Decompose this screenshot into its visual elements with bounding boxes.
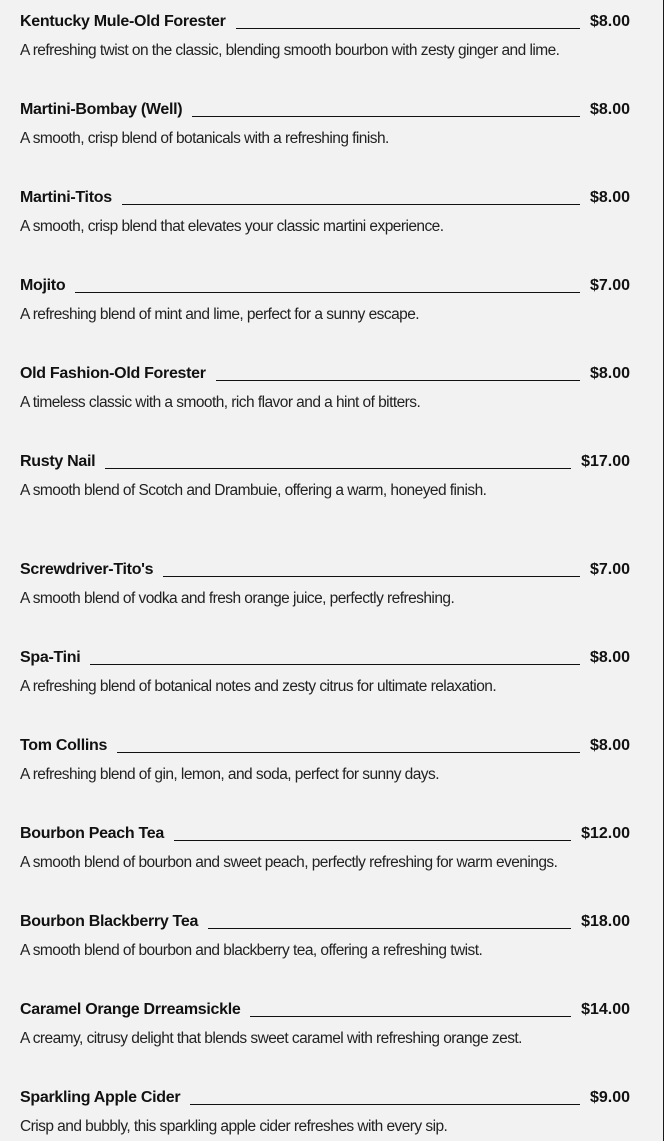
dotted-leader [250, 1016, 571, 1017]
item-price: $17.00 [581, 453, 630, 470]
item-price: $14.00 [581, 1001, 630, 1018]
menu-item-header [20, 360, 630, 384]
item-price: $8.00 [589, 365, 630, 382]
item-description: A timeless classic with a smooth, rich flavor and a hint of bitters. [20, 394, 421, 411]
dotted-leader [122, 204, 580, 205]
menu-item-header [20, 1084, 630, 1108]
item-description: A refreshing blend of mint and lime, perfect for a sunny escape. [20, 306, 420, 323]
item-price: $12.00 [581, 825, 630, 842]
item-name: Bourbon Blackberry Tea [20, 913, 199, 930]
menu-item-header [20, 272, 630, 296]
menu-item-header [20, 996, 630, 1020]
item-description: A smooth blend of vodka and fresh orange juice, perfectly refreshing. [20, 590, 455, 607]
item-description: A smooth blend of Scotch and Drambuie, offering a warm, honeyed finish. [20, 482, 487, 499]
item-name: Martini-Titos [20, 189, 112, 206]
item-description: A refreshing blend of gin, lemon, and soda, perfect for sunny days. [20, 766, 439, 783]
item-name: Old Fashion-Old Forester [20, 365, 206, 382]
item-name: Tom Collins [20, 737, 108, 754]
item-name: Sparkling Apple Cider [20, 1089, 181, 1106]
dotted-leader [163, 576, 580, 577]
item-name: Kentucky Mule-Old Forester [20, 13, 226, 30]
menu-item-header [20, 556, 630, 580]
menu-item-header [20, 644, 630, 668]
menu-item-header [20, 820, 630, 844]
item-name: Bourbon Peach Tea [20, 825, 164, 842]
item-description: A smooth blend of bourbon and sweet peach, perfectly refreshing for warm evenings. [20, 854, 558, 871]
dotted-leader [75, 292, 580, 293]
item-description: A creamy, citrusy delight that blends sweet caramel with refreshing orange zest. [20, 1030, 522, 1047]
item-description: A refreshing blend of botanical notes and zesty citrus for ultimate relaxation. [20, 678, 497, 695]
menu-item-header [20, 908, 630, 932]
dotted-leader [117, 752, 580, 753]
menu-item-header [20, 96, 630, 120]
item-name: Spa-Tini [20, 649, 81, 666]
item-price: $8.00 [589, 737, 630, 754]
item-description: A smooth blend of bourbon and blackberry tea, offering a refreshing twist. [20, 942, 483, 959]
item-description: A smooth, crisp blend that elevates your classic martini experience. [20, 218, 444, 235]
item-name: Mojito [20, 277, 66, 294]
dotted-leader [192, 116, 580, 117]
menu-item-header [20, 8, 630, 32]
item-name: Rusty Nail [20, 453, 96, 470]
item-description: Crisp and bubbly, this sparkling apple cider refreshes with every sip. [20, 1118, 448, 1135]
dotted-leader [90, 664, 580, 665]
dotted-leader [216, 380, 580, 381]
item-price: $8.00 [589, 189, 630, 206]
item-price: $7.00 [589, 561, 630, 578]
dotted-leader [208, 928, 571, 929]
item-price: $18.00 [581, 913, 630, 930]
item-name: Martini-Bombay (Well) [20, 101, 183, 118]
menu-item-header [20, 732, 630, 756]
item-name: Screwdriver-Tito's [20, 561, 154, 578]
item-price: $8.00 [589, 101, 630, 118]
dotted-leader [190, 1104, 580, 1105]
dotted-leader [105, 468, 571, 469]
dotted-leader [236, 28, 580, 29]
item-price: $8.00 [589, 649, 630, 666]
menu-item-header [20, 184, 630, 208]
item-price: $9.00 [589, 1089, 630, 1106]
item-name: Caramel Orange Drreamsickle [20, 1001, 241, 1018]
item-price: $7.00 [589, 277, 630, 294]
item-description: A smooth, crisp blend of botanicals with a refreshing finish. [20, 130, 389, 147]
menu-item-header [20, 448, 630, 472]
dotted-leader [174, 840, 571, 841]
item-price: $8.00 [589, 13, 630, 30]
item-description: A refreshing twist on the classic, blending smooth bourbon with zesty ginger and lime. [20, 42, 560, 59]
